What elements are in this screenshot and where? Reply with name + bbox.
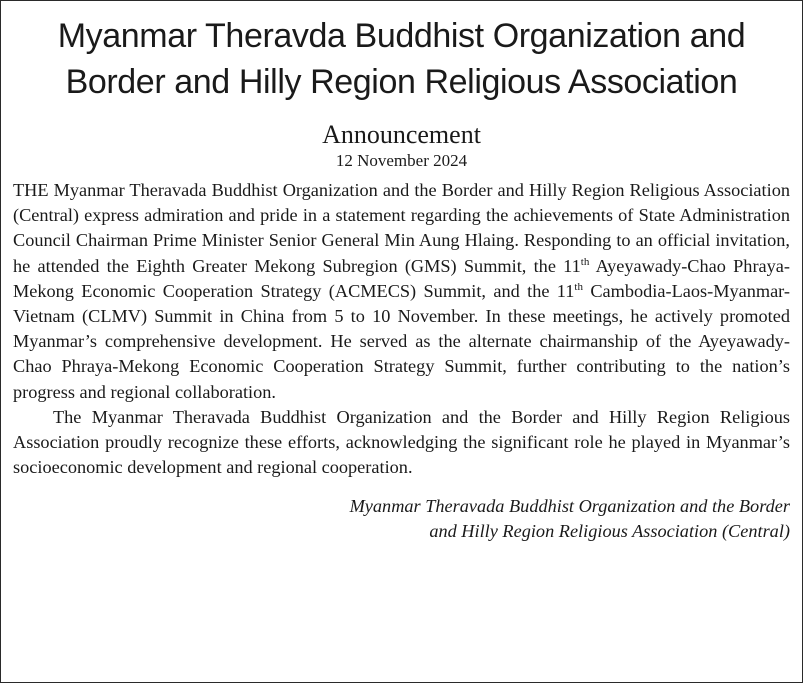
- title-line-2: Border and Hilly Region Religious Association: [65, 63, 738, 101]
- announcement-heading: Announcement: [322, 120, 481, 149]
- signature-line-2: and Hilly Region Religious Association (Central): [429, 521, 790, 542]
- ordinal-suffix-2: th: [574, 280, 583, 293]
- paragraph-1-part-a: THE Myanmar Theravada Buddhist Organization and the Border and Hilly Region Religious Association (Central) express admiration and pride in a statement regarding the achievements of State Administration Council Chairman Prime Minister Senior General Min Aung Hlaing. Responding to an official invitation, he attended the Eighth Greater Mekong Subregion (GMS) Summit, the 11: [13, 180, 790, 276]
- paragraph-1-part-c: Cambodia-Laos-Myanmar-Vietnam (CLMV) Summit in China from 5 to 10 November. In these meetings, he actively promoted Myanmar’s comprehensive development. He served as the alternate chairmanship of the Ayeyawady-Chao Phraya-Mekong Economic Cooperation Strategy Summit, further contributing to the nation’s progress and regional collaboration.: [13, 280, 790, 402]
- paragraph-1-part-b: Ayeyawady-Chao Phraya-Mekong Economic Cooperation Strategy (ACMECS) Summit, and the 11: [13, 255, 790, 301]
- ordinal-suffix-1: th: [580, 255, 590, 268]
- paragraph-1: [13, 178, 790, 405]
- signature-line-1: Myanmar Theravada Buddhist Organization and the Border: [349, 496, 790, 517]
- paragraph-2: The Myanmar Theravada Buddhist Organization and the Border and Hilly Region Religious Association proudly recognize these efforts, acknowledging the significant role he played in Myanmar’s socioeconomic development and regional cooperation.: [13, 406, 790, 478]
- title-line-1: Myanmar Theravda Buddhist Organization and: [57, 17, 746, 55]
- signature-block: [13, 494, 790, 544]
- announcement-body: [13, 178, 790, 480]
- organization-title: [13, 13, 790, 105]
- announcement-date: 12 November 2024: [335, 151, 468, 170]
